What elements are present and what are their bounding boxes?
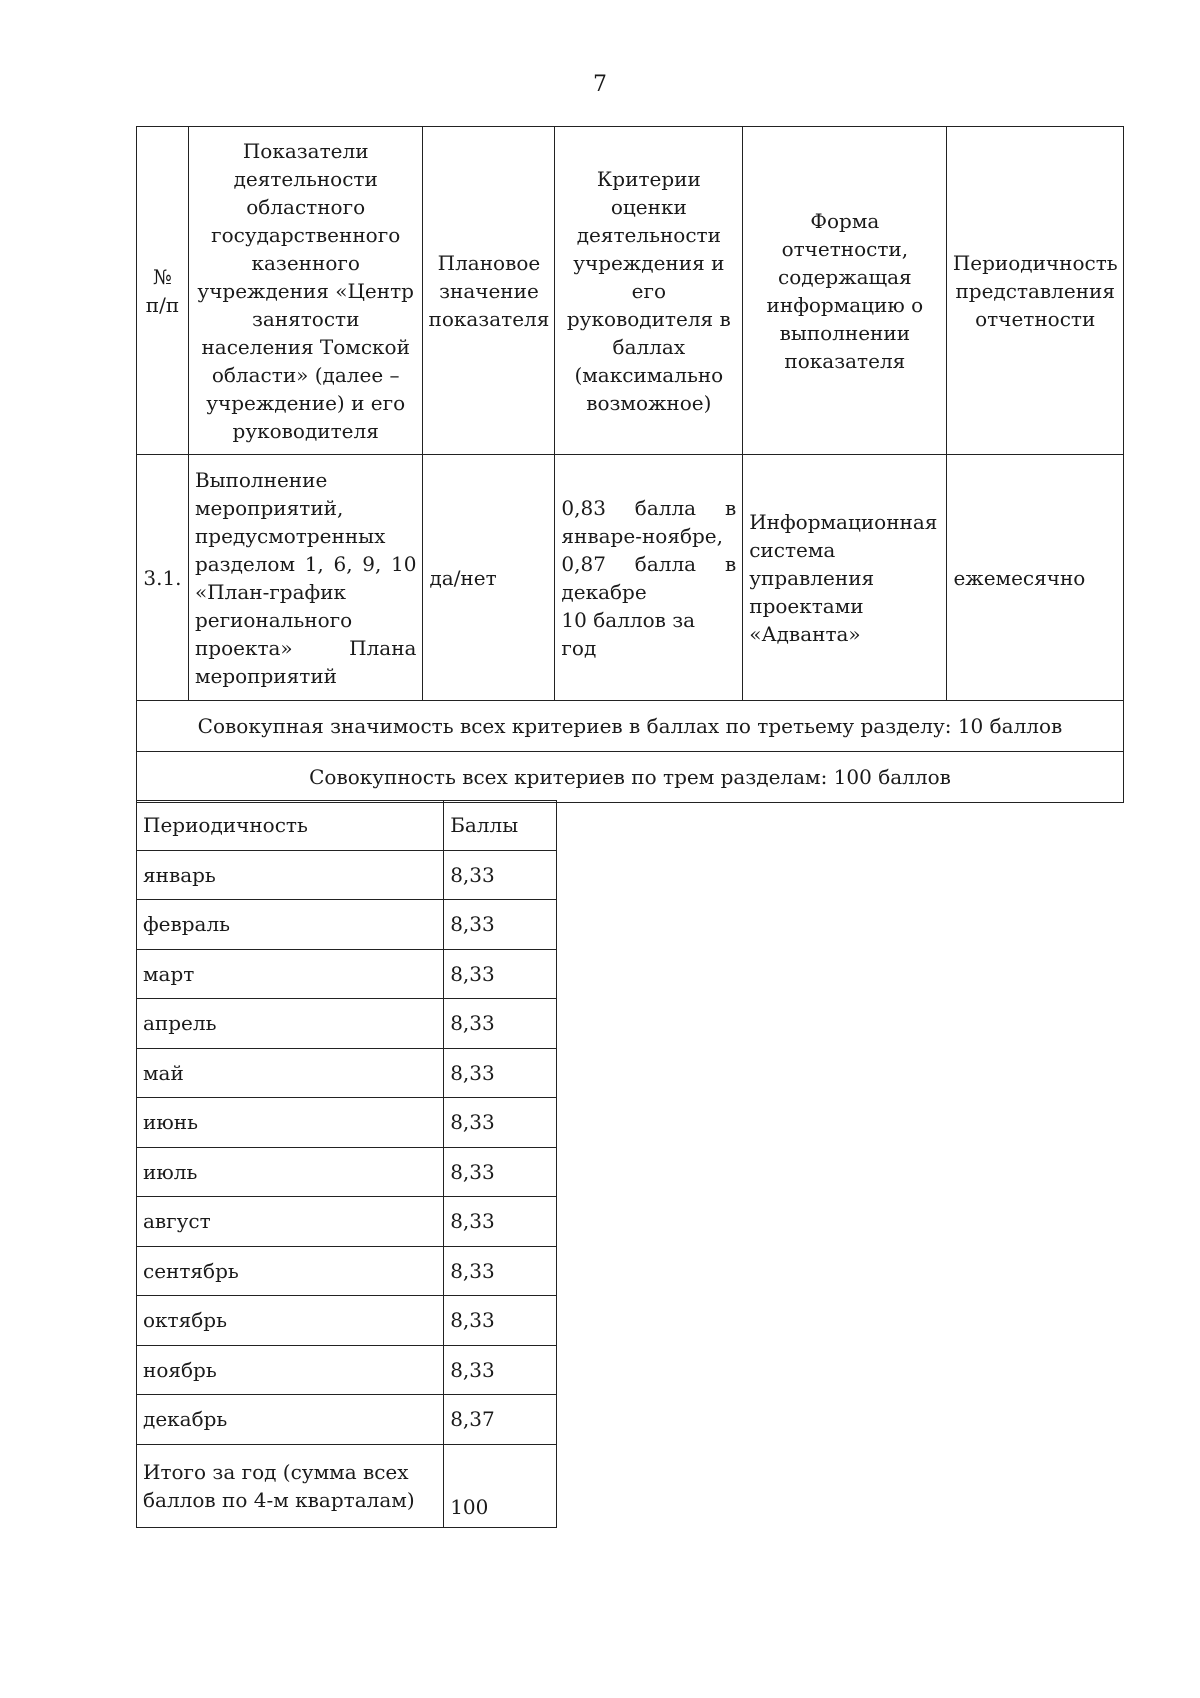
period-name: июнь bbox=[137, 1098, 444, 1148]
period-score: 8,33 bbox=[444, 1246, 557, 1296]
period-score: 8,37 bbox=[444, 1395, 557, 1445]
period-score: 8,33 bbox=[444, 850, 557, 900]
header-criteria: Критерии оценки деятельности учреждения и его руководителя в баллах (максимально возможное) bbox=[555, 127, 743, 455]
row-indicator: Выполнение мероприятий, предусмотренных разделом 1, 6, 9, 10 «План-график регионального проекта» Плана мероприятий bbox=[188, 455, 423, 701]
table-row bbox=[137, 1246, 557, 1296]
total-summary-row bbox=[137, 752, 1124, 803]
period-name: октябрь bbox=[137, 1296, 444, 1346]
table-row bbox=[137, 1048, 557, 1098]
period-name: январь bbox=[137, 850, 444, 900]
table-row bbox=[137, 1098, 557, 1148]
table-row bbox=[137, 1345, 557, 1395]
period-score: 8,33 bbox=[444, 1197, 557, 1247]
period-name: май bbox=[137, 1048, 444, 1098]
table-row bbox=[137, 1395, 557, 1445]
table-row bbox=[137, 1197, 557, 1247]
page-number: 7 bbox=[593, 72, 607, 97]
table-row bbox=[137, 850, 557, 900]
period-name: март bbox=[137, 949, 444, 999]
total-score: 100 bbox=[444, 1444, 557, 1527]
table-row bbox=[137, 900, 557, 950]
period-name: сентябрь bbox=[137, 1246, 444, 1296]
section-summary: Совокупная значимость всех критериев в баллах по третьему разделу: 10 баллов bbox=[137, 701, 1124, 752]
section-summary-row bbox=[137, 701, 1124, 752]
period-name: февраль bbox=[137, 900, 444, 950]
row-criteria bbox=[555, 455, 743, 701]
periods-header-row bbox=[137, 801, 557, 851]
period-name: ноябрь bbox=[137, 1345, 444, 1395]
period-name: декабрь bbox=[137, 1395, 444, 1445]
criteria-line-1: 0,83 балла в январе-ноябре, bbox=[561, 495, 737, 548]
criteria-line-3: 10 баллов за год bbox=[561, 607, 696, 660]
table-row bbox=[137, 999, 557, 1049]
table-row bbox=[137, 1296, 557, 1346]
header-score: Баллы bbox=[444, 801, 557, 851]
table-header-row bbox=[137, 127, 1124, 455]
total-label: Итого за год (сумма всех баллов по 4-м кварталам) bbox=[137, 1444, 444, 1527]
table-row bbox=[137, 1147, 557, 1197]
header-plan: Плановое значение показателя bbox=[423, 127, 555, 455]
period-name: июль bbox=[137, 1147, 444, 1197]
criteria-line-2: 0,87 балла в декабре bbox=[561, 551, 737, 604]
total-summary: Совокупность всех критериев по трем разделам: 100 баллов bbox=[137, 752, 1124, 803]
header-num: № п/п bbox=[137, 127, 189, 455]
period-score: 8,33 bbox=[444, 1147, 557, 1197]
indicators-table bbox=[136, 126, 1124, 803]
period-score: 8,33 bbox=[444, 949, 557, 999]
periods-total-row bbox=[137, 1444, 557, 1527]
period-score: 8,33 bbox=[444, 1048, 557, 1098]
period-name: апрель bbox=[137, 999, 444, 1049]
period-score: 8,33 bbox=[444, 1345, 557, 1395]
header-periodicity: Периодичность представления отчетности bbox=[947, 127, 1124, 455]
row-form: Информационная система управления проектами «Адванта» bbox=[743, 455, 947, 701]
table-row bbox=[137, 455, 1124, 701]
header-indicators: Показатели деятельности областного государственного казенного учреждения «Центр занятости населения Томской области» (далее – учреждение) и его руководителя bbox=[188, 127, 423, 455]
row-plan: да/нет bbox=[423, 455, 555, 701]
header-period: Периодичность bbox=[137, 801, 444, 851]
periods-table bbox=[136, 800, 557, 1528]
row-periodicity: ежемесячно bbox=[947, 455, 1124, 701]
period-name: август bbox=[137, 1197, 444, 1247]
table-row bbox=[137, 949, 557, 999]
period-score: 8,33 bbox=[444, 900, 557, 950]
period-score: 8,33 bbox=[444, 1098, 557, 1148]
period-score: 8,33 bbox=[444, 1296, 557, 1346]
period-score: 8,33 bbox=[444, 999, 557, 1049]
row-num: 3.1. bbox=[137, 455, 189, 701]
header-form: Форма отчетности, содержащая информацию о выполнении показателя bbox=[743, 127, 947, 455]
